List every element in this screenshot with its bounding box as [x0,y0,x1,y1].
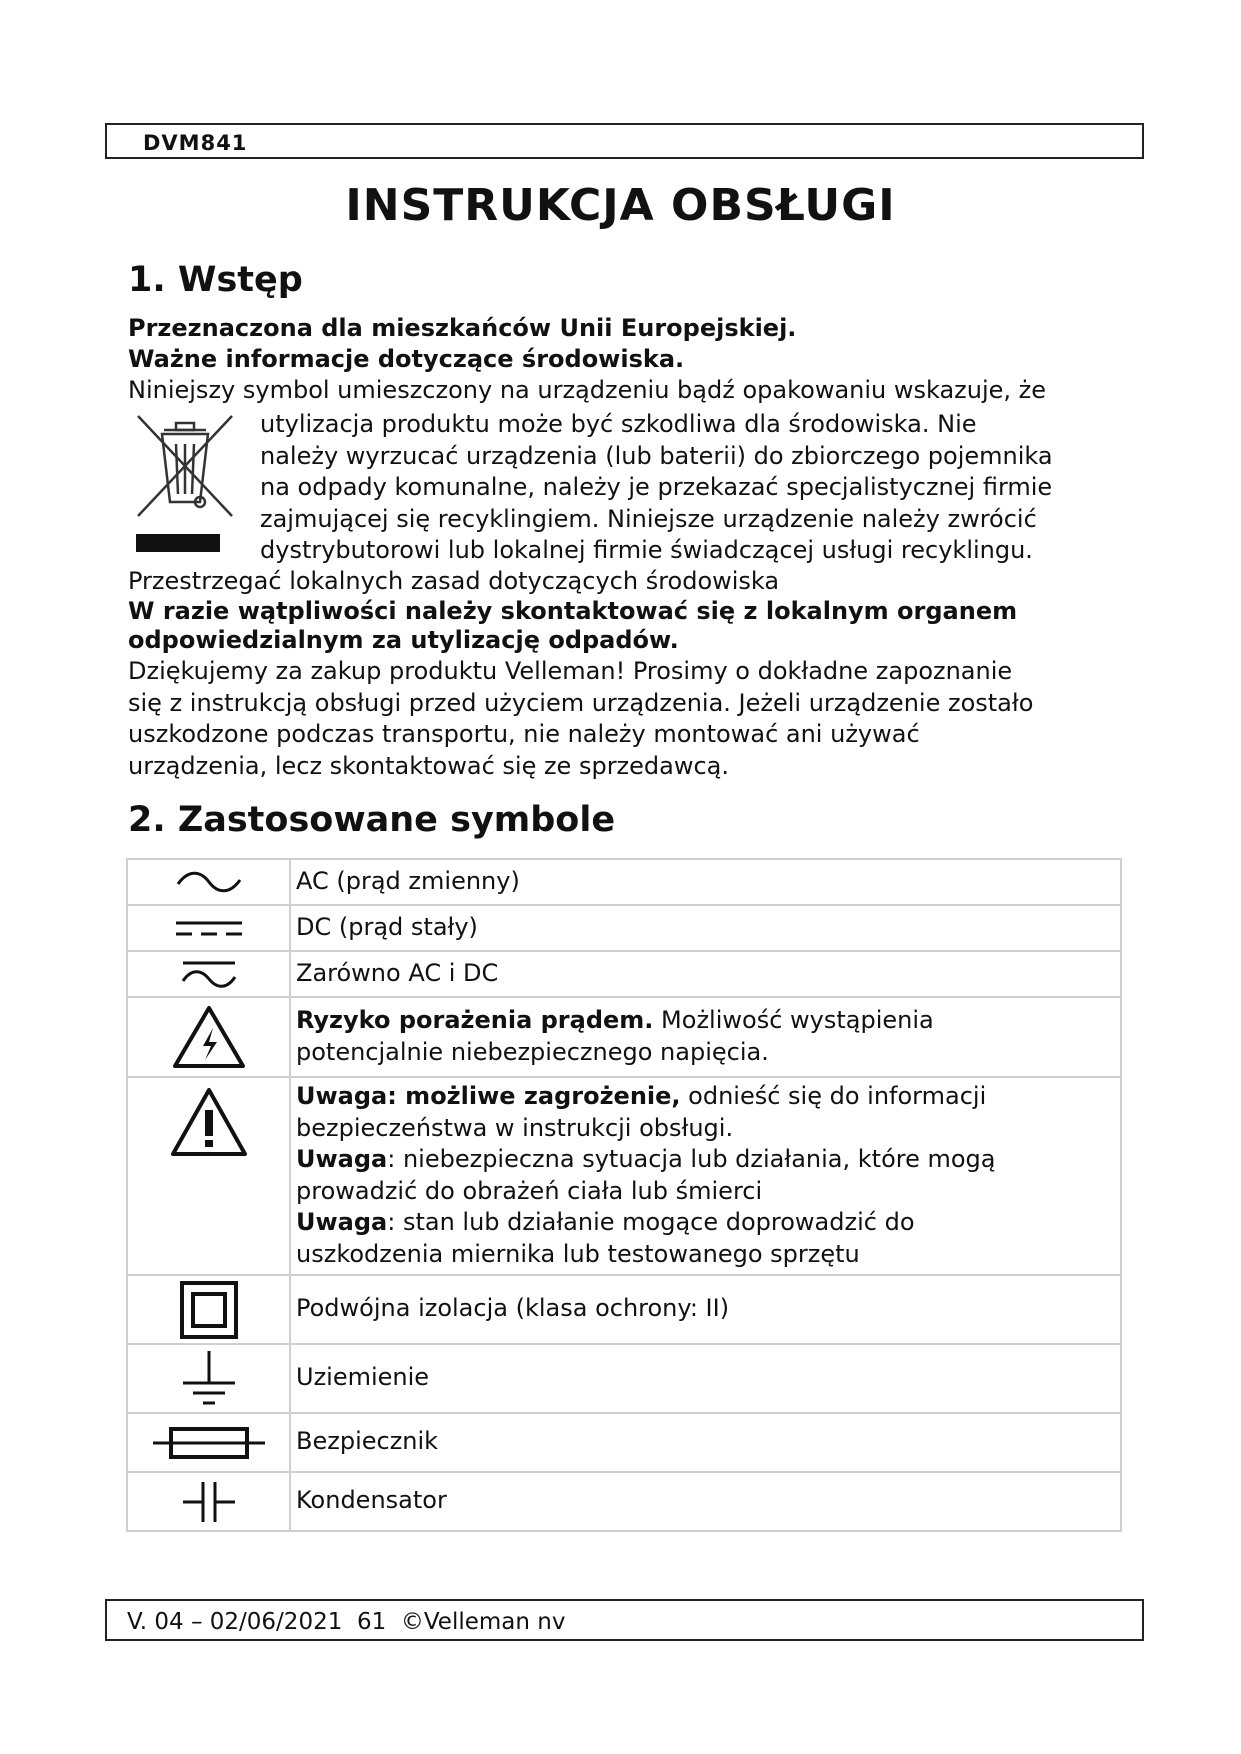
table-row [127,1344,1121,1413]
environment-info-heading: Ważne informacje dotyczące środowiska. [128,345,685,373]
footer-text: V. 04 – 02/06/2021 61 ©Velleman nv [127,1609,566,1635]
caution-text: : niebezpieczna sytuacja lub działania, które mogą [387,1145,996,1173]
caution-text: prowadzić do obrażeń ciała lub śmierci [296,1176,763,1205]
ac-description: AC (prąd zmienny) [290,859,1121,905]
caution-description [290,1077,1121,1275]
table-row [127,1275,1121,1344]
caution-bold-text: Uwaga [296,1145,388,1173]
shock-text: Możliwość wystąpienia [653,1006,934,1034]
doubt-paragraph [128,597,1017,655]
table-row [127,1077,1121,1275]
thanks-paragraph [128,656,1033,782]
caution-text: : stan lub działanie mogące doprowadzić do [387,1208,915,1236]
ac-symbol-icon [127,859,290,905]
fuse-icon [127,1413,290,1472]
caution-bold-text: Uwaga [296,1208,388,1236]
double-insulation-description: Podwójna izolacja (klasa ochrony: II) [290,1275,1121,1344]
caution-warning-icon [127,1077,290,1275]
thanks-line: Dziękujemy za zakup produktu Velleman! Prosimy o dokładne zapoznanie [128,657,1013,685]
ac-dc-description: Zarówno AC i DC [290,951,1121,997]
shock-bold-text: Ryzyko porażenia prądem. [296,1006,654,1034]
ground-description: Uziemienie [290,1344,1121,1413]
section-heading-intro: 1. Wstęp [128,260,303,300]
weee-line: zajmującej się recyklingiem. Niniejsze urządzenie należy zwrócić [260,504,1037,533]
electric-shock-warning-icon [127,997,290,1077]
page-footer [105,1599,1144,1641]
table-row [127,997,1121,1077]
symbols-table [126,858,1122,1532]
caution-text: uszkodzenia miernika lub testowanego sprzętu [296,1239,860,1268]
section-heading-symbols: 2. Zastosowane symbole [128,800,616,840]
electric-shock-description [290,997,1121,1077]
page-header [105,123,1144,159]
weee-line: na odpady komunalne, należy je przekazać specjalistycznej firmie [260,473,1053,501]
caution-text: bezpieczeństwa w instrukcji obsługi. [296,1113,734,1142]
weee-line: dystrybutorowi lub lokalnej firmie świadczącej usługi recyklingu. [260,536,1033,564]
capacitor-description: Kondensator [290,1472,1121,1531]
thanks-line: urządzenia, lecz skontaktować się ze sprzedawcą. [128,751,730,780]
caution-bold-text: Uwaga: możliwe zagrożenie, [296,1082,681,1110]
doubt-line: W razie wątpliwości należy skontaktować się z lokalnym organem [128,597,1018,625]
table-row [127,1413,1121,1472]
dc-symbol-icon [127,905,290,951]
table-row [127,951,1121,997]
eu-residents-note: Przeznaczona dla mieszkańców Unii Europejskiej. [128,314,797,342]
table-row [127,1472,1121,1531]
thanks-line: się z instrukcją obsługi przed użyciem urządzenia. Jeżeli urządzenie zostało [128,688,1034,717]
table-row [127,905,1121,951]
ground-icon [127,1344,290,1413]
caution-text: odnieść się do informacji [680,1082,987,1110]
weee-line: należy wyrzucać urządzenia (lub baterii) do zbiorczego pojemnika [260,441,1053,470]
thanks-line: uszkodzone podczas transportu, nie należy montować ani używać [128,720,920,748]
model-label: DVM841 [143,131,248,155]
local-rules-text: Przestrzegać lokalnych zasad dotyczących środowiska [128,567,780,595]
capacitor-icon [127,1472,290,1531]
table-row [127,859,1121,905]
page-title: INSTRUKCJA OBSŁUGI [345,180,896,231]
weee-bin-icon [134,410,236,562]
doubt-line: odpowiedzialnym za utylizację odpadów. [128,626,679,654]
weee-intro-text: Niniejszy symbol umieszczony na urządzeniu bądź opakowaniu wskazuje, że [128,376,1047,404]
fuse-description: Bezpiecznik [290,1413,1121,1472]
dc-description: DC (prąd stały) [290,905,1121,951]
shock-text: potencjalnie niebezpiecznego napięcia. [296,1037,769,1066]
double-insulation-icon [127,1275,290,1344]
weee-paragraph [260,409,1053,567]
weee-line: utylizacja produktu może być szkodliwa dla środowiska. Nie [260,410,977,438]
ac-dc-symbol-icon [127,951,290,997]
